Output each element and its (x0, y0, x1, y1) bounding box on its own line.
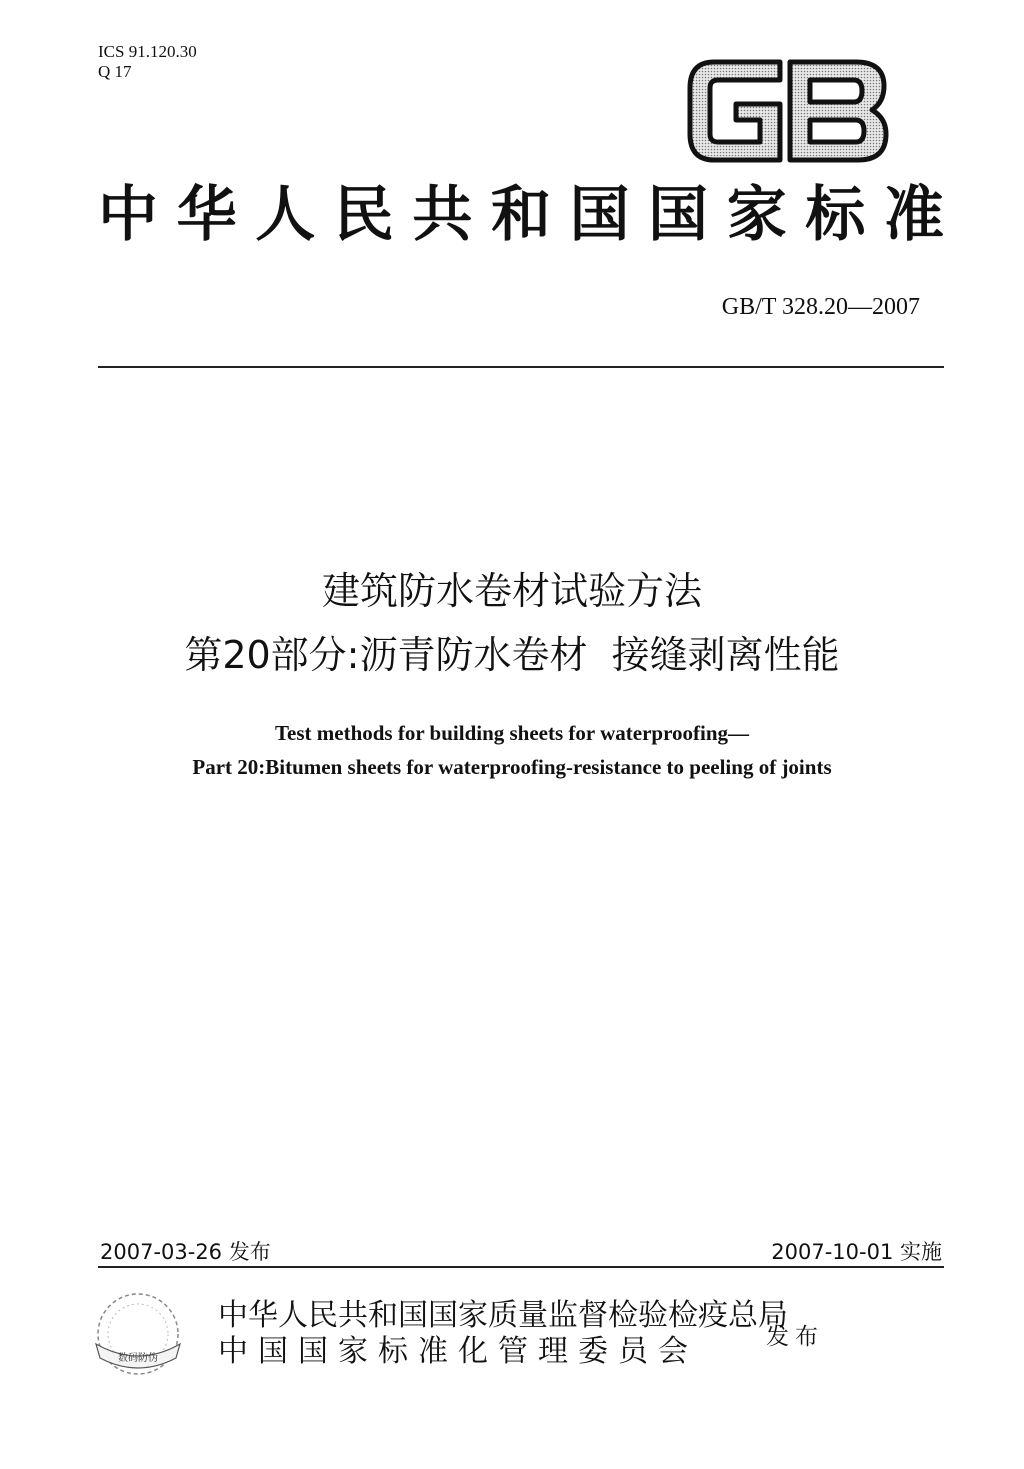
issue-date: 2007-03-26 发布 (100, 1240, 271, 1264)
heading-char: 民 (333, 180, 394, 250)
heading-char: 华 (176, 180, 237, 250)
title-en-line2: Part 20:Bitumen sheets for waterproofing-resistance to peeling of joints (192, 755, 832, 779)
title-cn-line1: 建筑防水卷材试验方法 (321, 569, 702, 613)
top-divider (98, 366, 944, 368)
svg-text:数码防伪: 数码防伪 (118, 1353, 158, 1364)
title-en-line1: Test methods for building sheets for waterproofing— (274, 721, 750, 745)
anti-counterfeit-seal-icon (88, 1288, 188, 1384)
title-cn-line2: 第20部分:沥青防水卷材 接缝剥离性能 (184, 633, 840, 677)
heading-char: 国 (569, 180, 630, 250)
ccs-code: Q 17 (98, 62, 132, 81)
standard-number: GB/T 328.20—2007 (721, 294, 920, 320)
heading-char: 准 (883, 180, 944, 250)
heading-char: 中 (98, 180, 158, 250)
authority-aqsiq: 中华人民共和国国家质量监督检验检疫总局 (218, 1298, 788, 1333)
heading-char: 家 (726, 180, 787, 250)
implementation-date: 2007-10-01 实施 (771, 1240, 942, 1264)
issued-label: 发布 (766, 1324, 824, 1350)
bottom-divider (98, 1266, 944, 1268)
authority-sac: 中国国家标准化管理委员会 (218, 1334, 698, 1369)
heading-char: 标 (805, 180, 866, 250)
heading-char: 国 (648, 180, 709, 250)
heading-char: 和 (490, 180, 551, 250)
national-standard-heading (98, 178, 944, 252)
heading-char: 人 (255, 180, 316, 250)
gb-logo-icon (686, 58, 890, 164)
ics-code: ICS 91.120.30 (98, 42, 197, 61)
heading-char: 共 (412, 180, 473, 250)
